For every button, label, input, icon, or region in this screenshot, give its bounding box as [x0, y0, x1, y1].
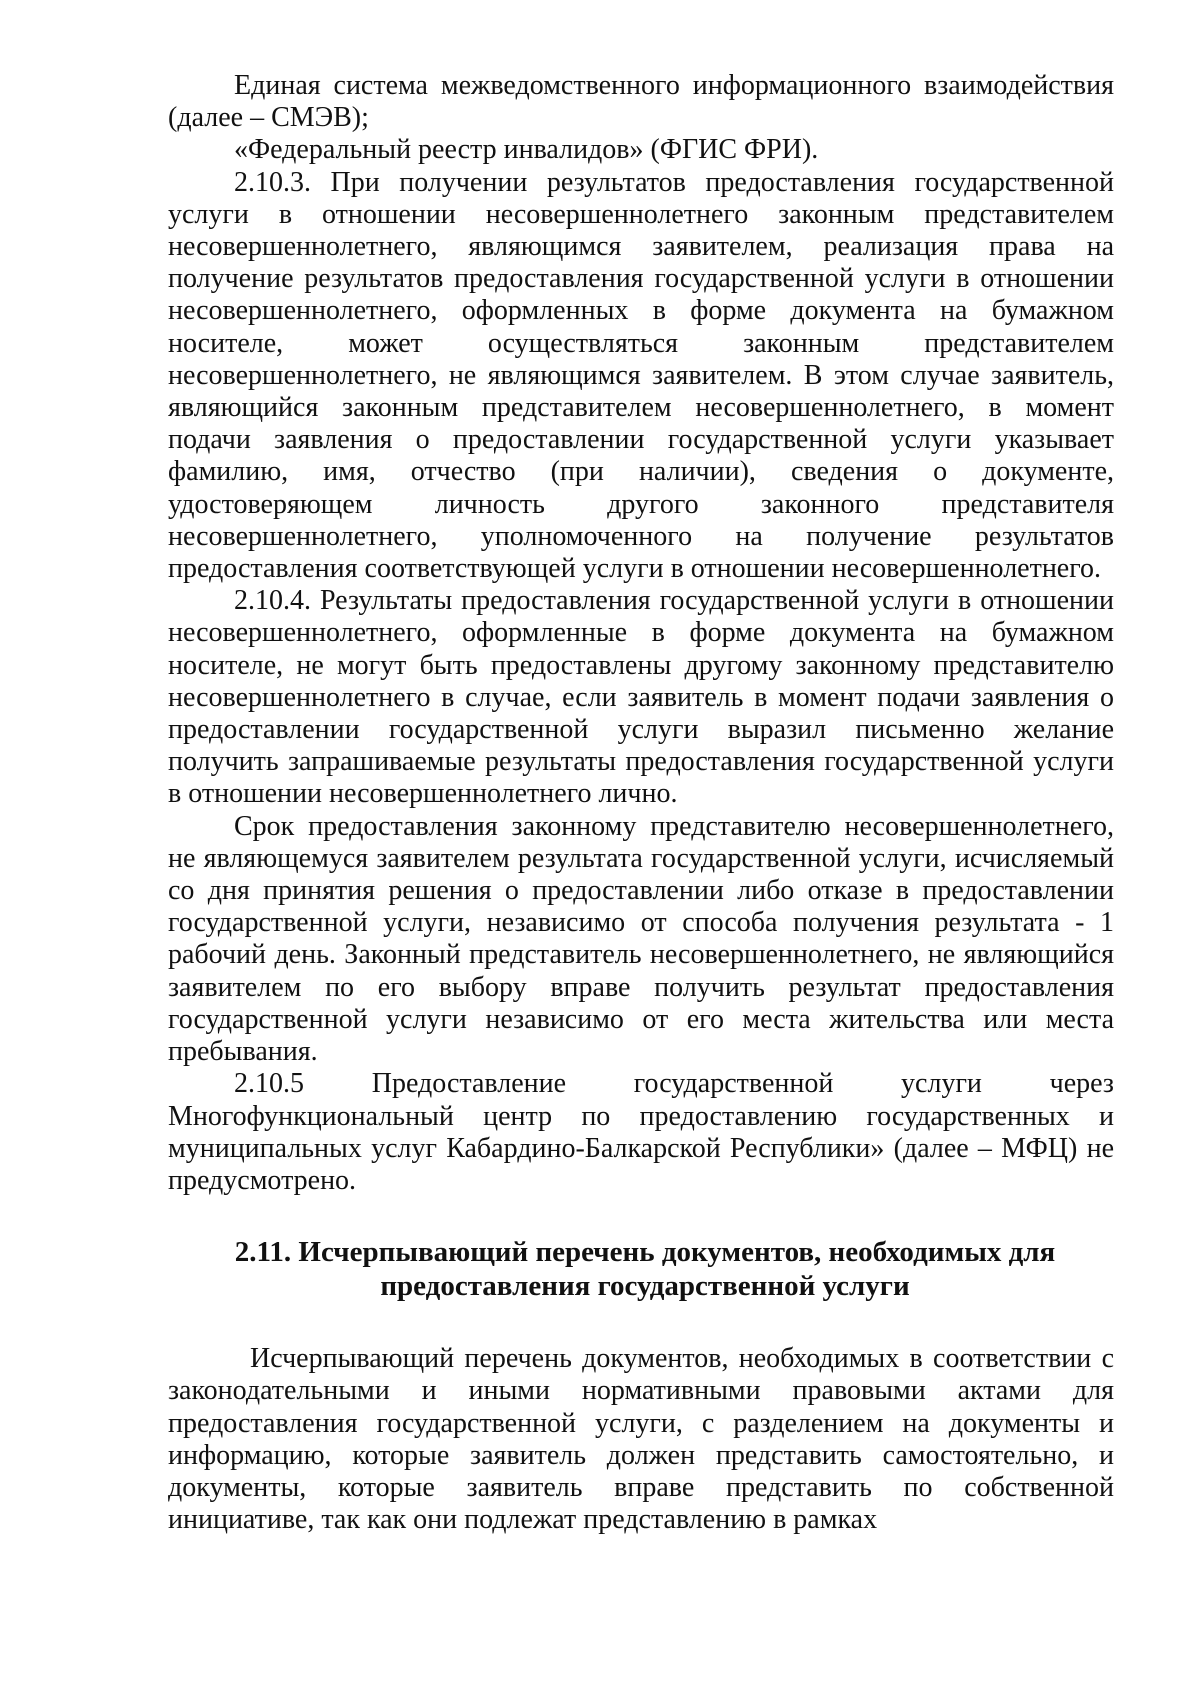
- paragraph-fgis-fri: «Федеральный реестр инвалидов» (ФГИС ФРИ).: [234, 134, 819, 166]
- paragraph-2-10-4: 2.10.4. Результаты предоставления государственной услуги в отношении несовершеннолетнего, оформленные в форме документа на бумажном носителе, не могут быть предоставлены другому законному представителю несовершеннолетнего в случае, если заявитель в момент подачи заявления о предоставлении государственной услуги выразил письменно желание получить запрашиваемые результаты предоставления государственной услуги в отношении несовершеннолетнего лично.: [168, 585, 1114, 810]
- paragraph-2-10-5: 2.10.5 Предоставление государственной услуги через Многофункциональный центр по предоставлению государственных и муниципальных услуг Кабардино-Балкарской Республики» (далее – МФЦ) не предусмотрено.: [168, 1068, 1114, 1196]
- section-heading-line-2: предоставления государственной услуги: [380, 1270, 910, 1303]
- section-heading-line-1: 2.11. Исчерпывающий перечень документов, необходимых для: [234, 1236, 1056, 1269]
- section-heading-2-11: [168, 1235, 1114, 1303]
- paragraph-deadline: Срок предоставления законному представителю несовершеннолетнего, не являющемуся заявителем результата государственной услуги, исчисляемый со дня принятия решения о предоставлении либо отказе в предоставлении государственной услуги, независимо от способа получения результата - 1 рабочий день. Законный представитель несовершеннолетнего, не являющийся заявителем по его выбору вправе получить результат предоставления государственной услуги независимо от его места жительства или места пребывания.: [168, 810, 1114, 1068]
- paragraph-smev: Единая система межведомственного информационного взаимодействия (далее – СМЭВ);: [168, 70, 1114, 134]
- paragraph-2-10-3: 2.10.3. При получении результатов предоставления государственной услуги в отношении несовершеннолетнего законным представителем несовершеннолетнего, являющимся заявителем, реализация права на получение результатов предоставления государственной услуги в отношении несовершеннолетнего, оформленных в форме документа на бумажном носителе, может осуществляться законным представителем несовершеннолетнего, не являющимся заявителем. В этом случае заявитель, являющийся законным представителем несовершеннолетнего, в момент подачи заявления о предоставлении государственной услуги указывает фамилию, имя, отчество (при наличии), сведения о документе, удостоверяющем личность другого законного представителя несовершеннолетнего, уполномоченного на получение результатов предоставления соответствующей услуги в отношении несовершеннолетнего.: [168, 166, 1114, 585]
- document-body: [168, 70, 1114, 1536]
- paragraph-documents-list: Исчерпывающий перечень документов, необходимых в соответствии с законодательными и иными нормативными правовыми актами для предоставления государственной услуги, с разделением на документы и информацию, которые заявитель должен представить самостоятельно, и документы, которые заявитель вправе представить по собственной инициативе, так как они подлежат представлению в рамках: [168, 1343, 1114, 1536]
